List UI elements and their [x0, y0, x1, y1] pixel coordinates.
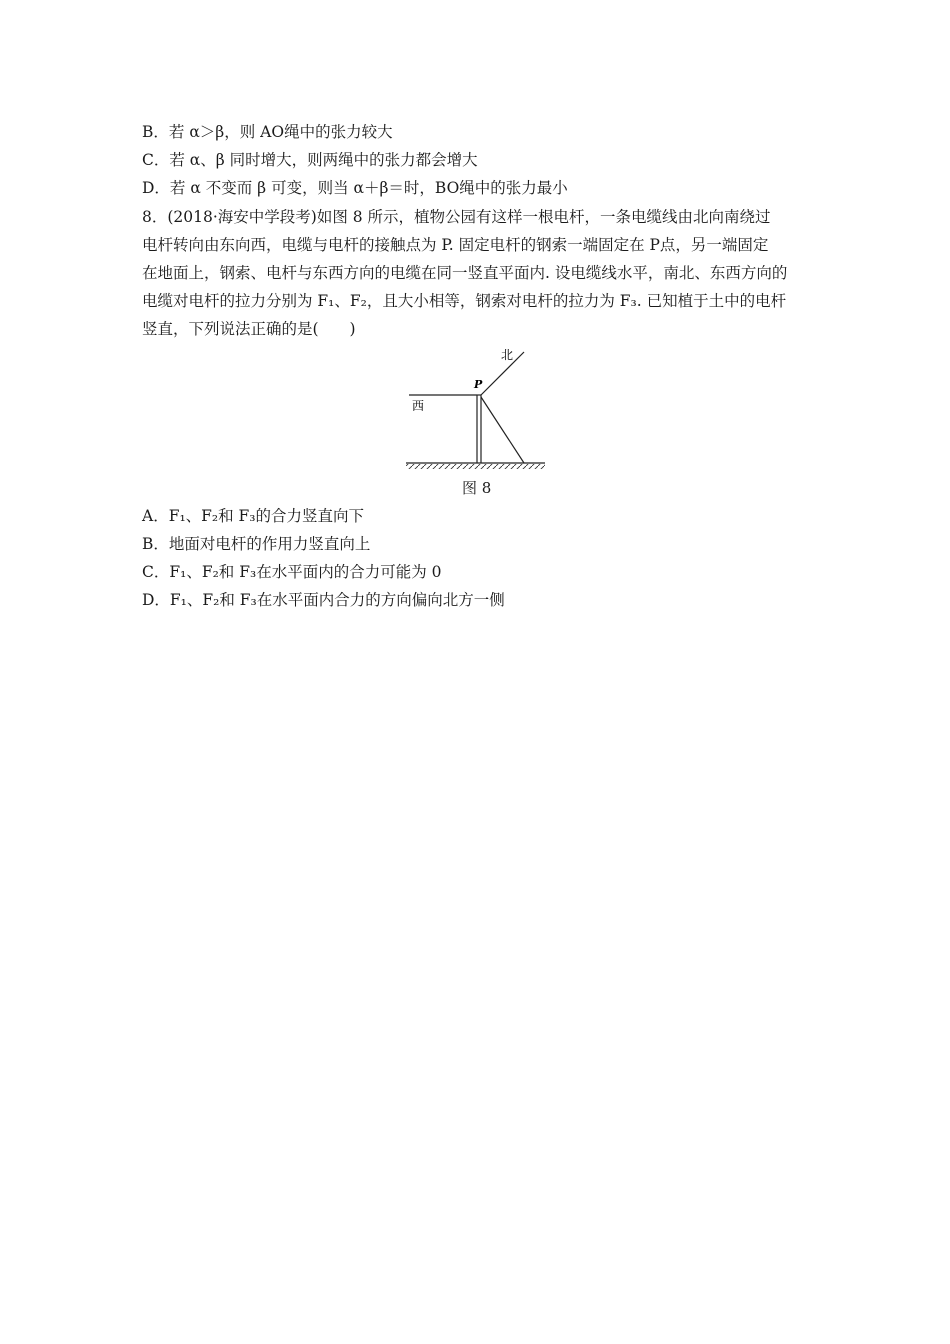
question-line-4: 电缆对电杆的拉力分别为 F₁、F₂，且大小相等，钢索对电杆的拉力为 F₃. 已知植于土中的电杆 — [142, 292, 787, 310]
question-line-2: 电杆转向由东向西，电缆与电杆的接触点为 P. 固定电杆的钢索一端固定在 P点，另一端固定 — [142, 236, 769, 254]
label-p: P — [474, 378, 483, 391]
ground-hatching — [406, 464, 545, 469]
option-d-prev: D．若 α 不变而 β 可变，则当 α＋β＝时，BO绳中的张力最小 — [142, 179, 568, 197]
option-a: A．F₁、F₂和 F₃的合力竖直向下 — [142, 507, 365, 525]
option-c-prev: C．若 α、β 同时增大，则两绳中的张力都会增大 — [142, 151, 478, 169]
figure-8-diagram — [400, 340, 550, 475]
option-d: D．F₁、F₂和 F₃在水平面内合力的方向偏向北方一侧 — [142, 591, 505, 609]
option-b-prev: B．若 α＞β，则 AO绳中的张力较大 — [142, 123, 393, 141]
guy-wire — [481, 397, 524, 463]
option-c: C．F₁、F₂和 F₃在水平面内的合力可能为 0 — [142, 563, 442, 581]
figure-caption: 图 8 — [462, 479, 492, 497]
option-b: B．地面对电杆的作用力竖直向上 — [142, 535, 371, 553]
label-north: 北 — [501, 348, 514, 362]
question-line-5: 竖直，下列说法正确的是( ) — [142, 320, 356, 338]
label-west: 西 — [412, 399, 425, 413]
question-line-3: 在地面上，钢索、电杆与东西方向的电缆在同一竖直平面内. 设电缆线水平，南北、东西方向的 — [142, 264, 788, 282]
question-line-1: 8．(2018·海安中学段考)如图 8 所示，植物公园有这样一根电杆，一条电缆线由北向南绕过 — [142, 208, 771, 226]
